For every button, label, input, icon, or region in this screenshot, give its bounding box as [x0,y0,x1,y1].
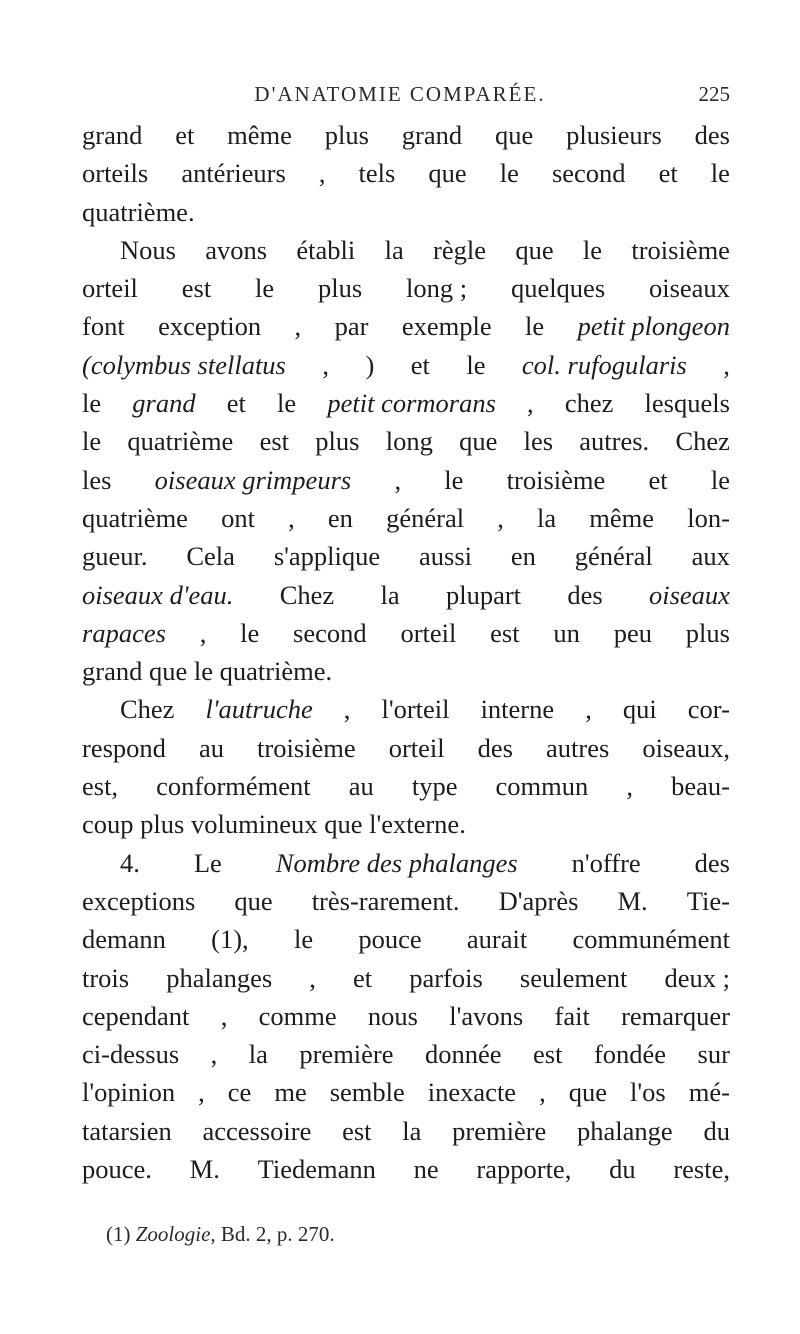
word: grand [82,656,143,687]
word: fondée [593,1039,667,1070]
word: des [694,847,730,878]
footnote [106,1222,335,1247]
word: même [589,502,655,533]
text-line [82,346,730,384]
word: ce [227,1077,252,1108]
word: , [585,694,592,725]
word: semble [329,1077,405,1108]
word: orteil [82,273,138,304]
word: le [710,464,730,495]
word: par [334,311,369,342]
word: plupart [445,579,522,610]
word: un [553,617,580,648]
word: beau- [671,771,730,802]
word: est [490,617,520,648]
word: et [648,464,668,495]
word: autres. [579,426,650,457]
word: le [277,388,297,419]
text-line [82,422,730,460]
word: nous [367,1000,418,1031]
text-line [82,614,730,652]
word: le [525,311,545,342]
word: second [293,617,367,648]
text-line [82,690,730,728]
word: , [527,388,534,419]
word: mé- [688,1077,730,1108]
word: est [342,1115,372,1146]
text-line [82,537,730,575]
word: second [551,158,626,189]
word: et [658,158,678,189]
word: aurait [466,924,528,955]
word: orteil [388,732,445,763]
italic-term: oiseaux [649,579,730,610]
word: que [459,426,498,457]
word: la [402,1115,422,1146]
word: plus [317,273,363,304]
word: lesquels [644,388,730,419]
word: Nous [120,234,176,265]
word: que [568,1077,607,1108]
word: la [380,579,400,610]
footnote-marker: (1) [106,1222,131,1246]
word: tatarsien [82,1115,172,1146]
word: les [82,464,112,495]
italic-term: petit plongeon [577,311,730,342]
word: est, [82,771,119,802]
word: est [259,426,290,457]
word: en [510,541,536,572]
word: orteil [400,617,457,648]
word: D'après [498,885,579,916]
word: le [444,464,464,495]
word: respond [82,732,166,763]
word: , [394,464,402,495]
word: demann [82,924,166,955]
word: , [294,311,302,342]
italic-term: (colymbus stellatus [82,349,286,380]
word: inexacte [427,1077,517,1108]
text-line [82,805,730,843]
word: donnée [425,1039,502,1070]
word: pouce. [82,1154,152,1185]
italic-term: Nombre des phalanges [275,847,518,878]
word: que [148,656,188,687]
word: seulement [519,962,628,993]
text-line [82,920,730,958]
word: exceptions [82,885,196,916]
word: remarquer [621,1000,730,1031]
word: antérieurs [181,158,286,189]
running-header: D'ANATOMIE COMPARÉE. [254,82,546,106]
word: des [694,120,730,150]
word: exception [158,311,262,342]
text-line [82,461,730,499]
word: troisième [631,234,730,265]
word: , [210,1039,218,1070]
text-line [82,997,730,1035]
word: et [226,388,246,419]
text-line [82,1150,730,1188]
word: pouce [358,924,422,955]
word: me [274,1077,307,1108]
word: phalanges [166,962,273,993]
page-number: 225 [698,82,730,106]
word: autres [546,732,610,763]
word: , [199,617,207,648]
word: accessoire [202,1115,312,1146]
word: première [452,1115,547,1146]
word: long [385,426,433,457]
text-line [82,576,730,614]
word: très-rarement. [311,885,460,916]
word: la [248,1039,268,1070]
word: , [322,349,329,380]
word: plus [140,809,185,840]
text-line [82,154,730,192]
word: chez [564,388,614,419]
word: le [466,349,486,380]
word: font [82,311,125,342]
word: M. [617,885,648,916]
word: aux [691,541,730,572]
word: le [240,617,260,648]
word: première [299,1039,394,1070]
word: , [723,349,730,380]
word: grand [82,120,143,150]
word: , [497,502,504,533]
word: , [626,771,633,802]
text-line [82,1112,730,1150]
word: conformément [156,771,311,802]
word: général [574,541,653,572]
text-line [82,1073,730,1111]
word: deux ; [664,962,730,993]
word: plus [685,617,730,648]
word: qui [622,694,657,725]
word: règle [433,234,486,265]
footnote-ref: (1), [211,924,249,955]
word: ne [413,1154,439,1185]
body-text [82,116,730,1188]
word: du [609,1154,636,1185]
word: et [410,349,430,380]
word: exemple [401,311,492,342]
word: gueur. [82,541,148,572]
word: même [227,120,292,150]
word: M. [189,1154,220,1185]
word: avons [205,234,268,265]
word: l'opinion [82,1077,176,1108]
word: les [523,426,554,457]
text-line [82,1035,730,1073]
word: , [318,158,326,189]
italic-term: rapaces [82,617,166,648]
word: orteils [82,158,149,189]
italic-term: grand [132,388,196,419]
word: la [537,502,557,533]
text-line [82,193,730,231]
word: l'orteil [381,694,450,725]
word: volumineux [190,809,318,840]
word: oiseaux, [642,732,730,763]
word: troisième [257,732,356,763]
word: type [411,771,458,802]
word: Tie- [686,885,730,916]
word: troisième [506,464,606,495]
word: l'externe. [369,809,466,840]
word: le [293,924,314,955]
word: coup [82,809,134,840]
word: le [255,273,275,304]
word: n'offre [571,847,641,878]
word: lon- [687,502,730,533]
italic-term: col. rufogularis [521,349,687,380]
word: du [703,1115,730,1146]
word: le [710,158,730,189]
word: plus [324,120,369,150]
footnote-work-title: Zoologie [135,1222,211,1246]
text-line [82,307,730,345]
word: , [198,1077,205,1108]
word: ) [365,349,375,380]
word: que [494,120,534,150]
word: quatrième. [219,656,333,687]
word: oiseaux [648,273,730,304]
word: au [348,771,374,802]
footnote-citation: , Bd. 2, p. 270. [210,1222,335,1246]
italic-term: oiseaux grimpeurs [154,464,352,495]
word: établi [296,234,356,265]
word: est [533,1039,563,1070]
text-line [82,729,730,767]
word: plusieurs [566,120,662,150]
word: le [82,388,102,419]
word: Cela [186,541,235,572]
word: le [193,656,213,687]
word: , [539,1077,546,1108]
text-line [82,499,730,537]
word: des [477,732,513,763]
word: Chez [120,694,175,725]
word: tels [358,158,396,189]
word: peu [613,617,652,648]
word: parfois [409,962,483,993]
word: communément [572,924,730,955]
word: commun [495,771,589,802]
word: fait [554,1000,590,1031]
word: le [499,158,519,189]
word: reste, [673,1154,730,1185]
word: quatrième. [82,196,195,227]
word: sur [697,1039,730,1070]
italic-term: oiseaux d'eau. [82,579,234,610]
text-line [82,269,730,307]
word: ci-dessus [82,1039,180,1070]
word: , [309,962,316,993]
text-line [82,384,730,422]
word: Chez [279,579,335,610]
word: plus [315,426,360,457]
word: quelques [510,273,606,304]
word: que [428,158,467,189]
word: , [343,694,351,725]
word: l'avons [449,1000,524,1031]
word: Tiedemann [257,1154,376,1185]
word: long ; [406,273,468,304]
word: et [175,120,195,150]
text-line [82,844,730,882]
word: grand [401,120,463,150]
word: quatrième [127,426,234,457]
word: comme [258,1000,337,1031]
word: quatrième [82,502,188,533]
word: , [288,502,295,533]
word: des [567,579,603,610]
word: que [324,809,363,840]
word: le [82,426,102,457]
word: 4. [120,847,140,878]
word: , [220,1000,228,1031]
word: au [198,732,224,763]
text-line [82,882,730,920]
word: la [384,234,404,265]
word: général [386,502,465,533]
word: Le [193,847,222,878]
word: que [515,234,554,265]
word: rapporte, [476,1154,572,1185]
text-line [82,116,730,154]
word: en [327,502,353,533]
word: et [353,962,373,993]
italic-term: l'autruche [205,694,313,725]
italic-term: petit cormorans [327,388,496,419]
text-line [82,959,730,997]
word: cor- [687,694,730,725]
word: ont [221,502,255,533]
word: est [181,273,212,304]
word: que [234,885,273,916]
word: aussi [419,541,473,572]
text-line [82,652,730,690]
text-line [82,767,730,805]
word: cependant [82,1000,190,1031]
word: le [582,234,603,265]
word: Chez [675,426,730,457]
word: phalange [577,1115,673,1146]
word: s'applique [273,541,381,572]
word: interne [480,694,555,725]
word: trois [82,962,130,993]
word: l'os [630,1077,666,1108]
text-line [82,231,730,269]
